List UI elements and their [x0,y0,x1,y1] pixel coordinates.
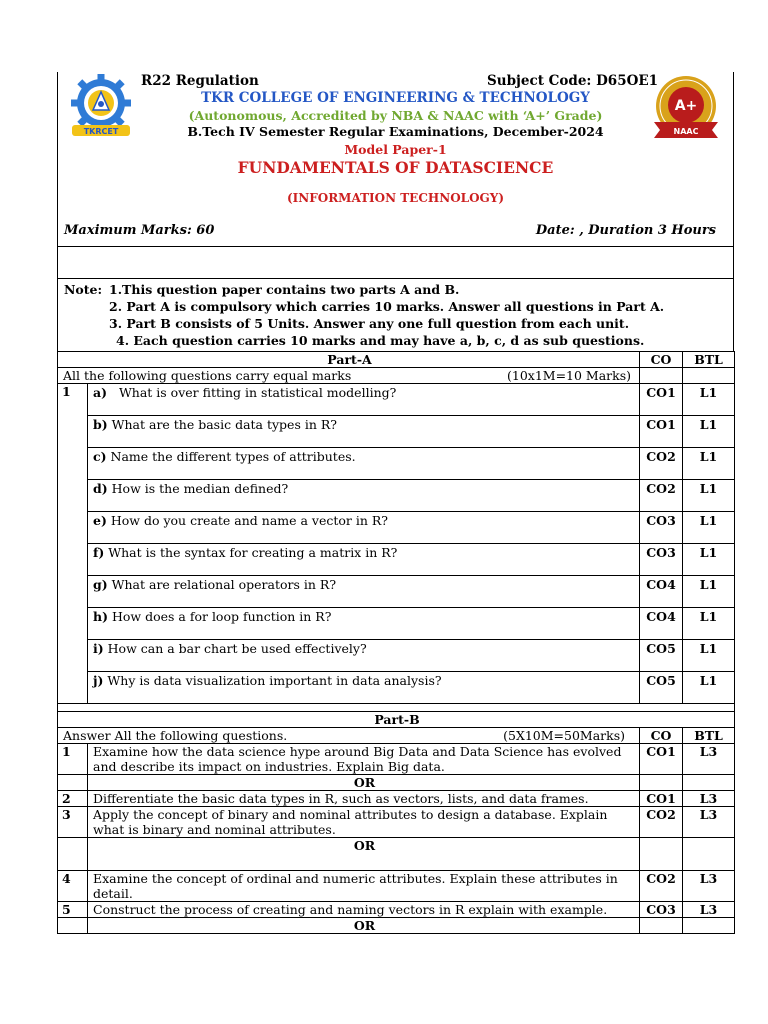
btl-header: BTL [683,352,735,368]
part-b-marks: (5X10M=50Marks) [503,728,626,743]
btl-value: L3 [683,871,735,902]
subject-code: Subject Code: D65OE1 [487,73,659,89]
regulation: R22 Regulation [141,73,259,89]
max-marks: Maximum Marks: 60 [64,223,215,238]
paper-header [57,72,734,246]
or-row [58,775,735,791]
btl-value: L3 [683,807,735,838]
model-paper-label: Model Paper-1 [344,142,447,157]
note-item: 2. Part A is compulsory which carries 10 marks. Answer all questions in Part A. [109,299,665,314]
sub-question-label: g) [93,577,108,592]
part-a-instruction: All the following questions carry equal marks [63,368,352,383]
note-item: 3. Part B consists of 5 Units. Answer any one full question from each unit. [109,316,630,331]
table-row [58,448,735,480]
sub-question-label: c) [93,449,107,464]
btl-value: L1 [683,416,735,448]
table-row [58,480,735,512]
co-header: CO [640,352,683,368]
btl-value: L3 [683,902,735,918]
or-label: OR [88,918,640,934]
course-title: FUNDAMENTALS OF DATASCIENCE [237,158,554,177]
table-row [58,416,735,448]
co-header: CO [640,728,683,744]
table-row [58,608,735,640]
question-number: 5 [58,902,88,918]
question-text: What is the syntax for creating a matrix in R? [108,545,398,560]
question-text: Name the different types of attributes. [110,449,356,464]
btl-value: L1 [683,544,735,576]
btl-header: BTL [683,728,735,744]
question-number: 2 [58,791,88,807]
instructions-note [57,278,734,351]
btl-value: L3 [683,744,735,775]
part-b-header-row [58,712,735,728]
part-b-instruction-row [58,728,735,744]
date-duration: Date: , Duration 3 Hours [535,223,716,238]
note-label: Note: [64,282,103,297]
question-number: 1 [58,384,88,704]
exam-title: B.Tech IV Semester Regular Examinations, December-2024 [187,124,604,139]
table-row [58,672,735,704]
co-value: CO1 [640,791,683,807]
btl-value: L1 [683,672,735,704]
co-value: CO4 [640,608,683,640]
sub-question-label: h) [93,609,109,624]
or-label: OR [88,775,640,791]
table-row [58,807,735,838]
question-text: Differentiate the basic data types in R, such as vectors, lists, and data frames. [88,791,640,807]
part-a-marks: (10x1M=10 Marks) [506,368,632,383]
co-value: CO3 [640,544,683,576]
question-number: 4 [58,871,88,902]
co-value: CO2 [640,480,683,512]
co-value: CO5 [640,672,683,704]
question-text: Why is data visualization important in data analysis? [107,673,442,688]
co-value: CO3 [640,902,683,918]
question-text: Examine how the data science hype around Big Data and Data Science has evolved and describe its impact on industries. Explain Big data. [88,744,640,775]
btl-value: L1 [683,608,735,640]
question-text: How do you create and name a vector in R? [110,513,389,528]
co-value: CO1 [640,416,683,448]
table-row [58,871,735,902]
sub-question-label: d) [93,481,108,496]
sub-question-label: a) [93,385,108,400]
question-text: How is the median defined? [111,481,289,496]
btl-value: L1 [683,640,735,672]
naac-grade-text: A+ [674,98,698,114]
sub-question-label: f) [93,545,105,560]
table-row [58,791,735,807]
part-a-header-row [58,352,735,368]
co-value: CO1 [640,744,683,775]
co-value: CO3 [640,512,683,544]
co-value: CO2 [640,807,683,838]
note-item: 4. Each question carries 10 marks and may have a, b, c, d as sub questions. [116,333,645,348]
btl-value: L1 [683,480,735,512]
question-table [57,351,735,934]
part-a-title: Part-A [58,352,640,368]
table-row [58,902,735,918]
accreditation-line: (Autonomous, Accredited by NBA & NAAC with ‘A+’ Grade) [188,108,603,123]
spacer-row [58,704,735,712]
btl-value: L1 [683,576,735,608]
question-number: 1 [58,744,88,775]
question-text: Apply the concept of binary and nominal attributes to design a database. Explain what is binary and nominal attributes. [88,807,640,838]
part-b-instruction: Answer All the following questions. [63,728,288,743]
question-number: 3 [58,807,88,838]
btl-value: L1 [683,448,735,480]
department: (INFORMATION TECHNOLOGY) [286,191,505,205]
co-value: CO5 [640,640,683,672]
table-row [58,576,735,608]
btl-value: L1 [683,384,735,416]
or-label: OR [88,838,640,871]
table-row [58,384,735,416]
co-value: CO1 [640,384,683,416]
co-value: CO4 [640,576,683,608]
college-name: TKR COLLEGE OF ENGINEERING & TECHNOLOGY [201,90,590,106]
sub-question-label: i) [93,641,104,656]
blank-row [57,246,734,278]
part-a-instruction-row [58,368,735,384]
sub-question-label: e) [93,513,107,528]
sub-question-label: j) [93,673,104,688]
college-logo-text: TKRCET [83,127,119,136]
question-text: Construct the process of creating and naming vectors in R explain with example. [88,902,640,918]
table-row [58,640,735,672]
co-value: CO2 [640,871,683,902]
btl-value: L3 [683,791,735,807]
co-value: CO2 [640,448,683,480]
question-text: How can a bar chart be used effectively? [107,641,367,656]
sub-question-label: b) [93,417,108,432]
or-row [58,838,735,871]
table-row [58,544,735,576]
table-row [58,512,735,544]
btl-value: L1 [683,512,735,544]
part-b-title: Part-B [58,712,735,728]
or-row [58,918,735,934]
question-text: What are relational operators in R? [111,577,337,592]
note-item: 1.This question paper contains two parts A and B. [109,282,460,297]
table-row [58,744,735,775]
question-text: What are the basic data types in R? [111,417,337,432]
naac-org-text: NAAC [673,127,699,136]
question-text: How does a for loop function in R? [112,609,332,624]
question-paper [57,72,734,934]
question-text: Examine the concept of ordinal and numeric attributes. Explain these attributes in detail. [88,871,640,902]
question-text: What is over fitting in statistical modelling? [118,385,397,400]
